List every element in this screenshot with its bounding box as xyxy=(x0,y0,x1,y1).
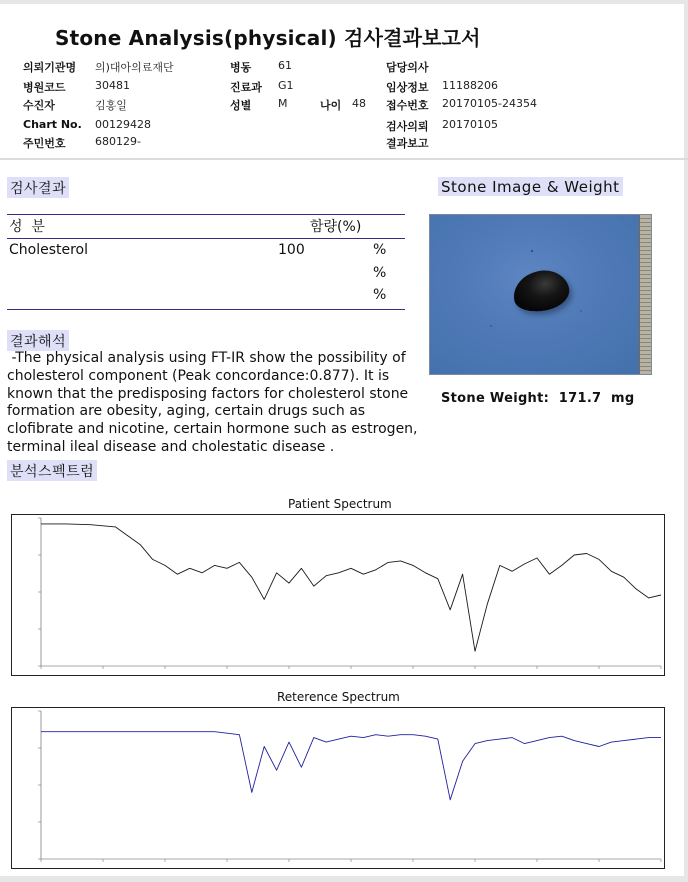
hospital-code-label: 병원코드 xyxy=(23,81,66,94)
clinical-info-value: 11188206 xyxy=(442,79,498,92)
table-header-component: 성 분 xyxy=(9,219,45,235)
request-date-label: 검사의뢰 xyxy=(386,120,429,133)
header-separator xyxy=(0,158,688,160)
stone-weight: Stone Weight: 171.7 mg xyxy=(441,391,635,406)
id-no-value: 680129- xyxy=(95,135,141,148)
window-right-edge xyxy=(684,0,688,882)
reference-spectrum-chart xyxy=(11,707,665,869)
id-no-label: 주민번호 xyxy=(23,137,66,150)
patient-spectrum-title: Patient Spectrum xyxy=(288,497,392,511)
patient-value: 김홍일 xyxy=(95,99,127,112)
receipt-no-label: 접수번호 xyxy=(386,99,429,112)
chart-frame xyxy=(12,515,665,676)
table-header-rule xyxy=(7,238,405,239)
window-top-edge xyxy=(0,0,688,4)
stone-photo xyxy=(429,214,652,375)
report-date-label: 결과보고 xyxy=(386,137,429,150)
results-section-title: 검사결과 xyxy=(7,177,69,198)
hospital-code-value: 30481 xyxy=(95,79,130,92)
table-row-value: 100 xyxy=(278,242,305,258)
ruler-scale xyxy=(639,215,651,374)
patient-spectrum-chart xyxy=(11,514,665,676)
ward-label: 병동 xyxy=(230,61,252,74)
sex-label: 성별 xyxy=(230,99,252,112)
table-bottom-rule xyxy=(7,309,405,310)
interpretation-section-title: 결과해석 xyxy=(7,330,69,351)
table-row-unit: % xyxy=(373,287,387,303)
stone-specimen xyxy=(509,266,572,317)
table-header-content: 함량(%) xyxy=(310,219,362,235)
reference-spectrum-title: Reterence Spectrum xyxy=(277,690,400,704)
age-label: 나이 xyxy=(320,99,342,112)
receipt-no-value: 20170105-24354 xyxy=(442,97,537,110)
table-row-unit: % xyxy=(373,242,387,258)
table-row-component: Cholesterol xyxy=(9,242,89,258)
doctor-label: 담당의사 xyxy=(386,61,429,74)
interpretation-text: -The physical analysis using FT-IR show the possibility of cholesterol component (Peak concordance:0.877). It is known that the predisposing factors for cholesterol stone formation are obesity, aging, certain drugs such as clofibrate and nicotine, certain hormone such as estrogen, terminal ileal disease and cholestatic disease . xyxy=(7,350,422,455)
table-row-unit: % xyxy=(373,265,387,281)
institution-label: 의뢰기관명 xyxy=(23,61,77,74)
table-top-rule xyxy=(7,214,405,215)
sex-value: M xyxy=(278,97,288,110)
spectrum-section-title: 분석스펙트럼 xyxy=(7,460,97,481)
institution-value: 의)대아의료재단 xyxy=(95,61,174,74)
stone-image-section-title: Stone Image & Weight xyxy=(438,177,623,196)
chart-no-value: 00129428 xyxy=(95,118,151,131)
request-date-value: 20170105 xyxy=(442,118,498,131)
clinical-info-label: 임상정보 xyxy=(386,81,429,94)
department-value: G1 xyxy=(278,79,294,92)
ward-value: 61 xyxy=(278,59,292,72)
window-bottom-edge xyxy=(0,876,688,882)
age-value: 48 xyxy=(352,97,366,110)
report-title: Stone Analysis(physical) 검사결과보고서 xyxy=(55,26,481,50)
patient-label: 수진자 xyxy=(23,99,55,112)
chart-no-label: Chart No. xyxy=(23,118,82,131)
department-label: 진료과 xyxy=(230,81,262,94)
